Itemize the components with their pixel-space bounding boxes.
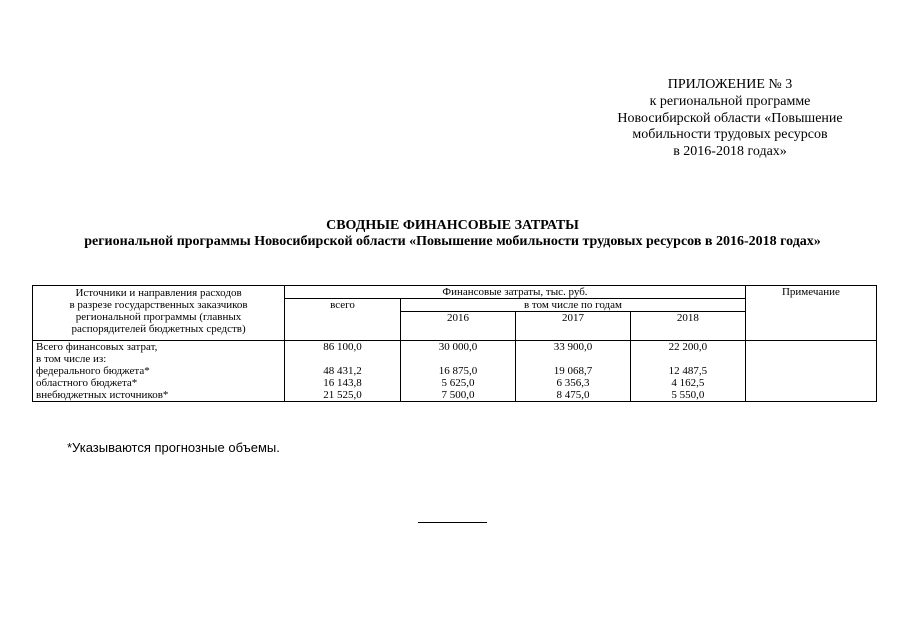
- value: 4 162,5: [671, 377, 705, 389]
- sources-header-line: в разрезе государственных заказчиков: [69, 299, 248, 311]
- total-header-cell: всего: [285, 299, 401, 341]
- by-years-header-cell: в том числе по годам: [401, 299, 746, 312]
- title-line-1: СВОДНЫЕ ФИНАНСОВЫЕ ЗАТРАТЫ: [326, 218, 579, 233]
- value: 21 525,0: [323, 389, 362, 401]
- footnote: *Указываются прогнозные объемы.: [67, 440, 280, 455]
- financial-costs-table: [32, 285, 877, 402]
- value: 48 431,2: [323, 365, 362, 377]
- value: [519, 353, 627, 365]
- sources-header-line: региональной программы (главных: [75, 311, 242, 323]
- value: [288, 353, 397, 365]
- value: 6 356,3: [556, 377, 590, 389]
- value: 16 875,0: [438, 365, 478, 377]
- source-label: областного бюджета*: [36, 377, 138, 389]
- header-row: [33, 286, 877, 299]
- sources-header-line: Источники и направления расходов: [75, 287, 242, 299]
- year-header-cell: 2016: [401, 312, 516, 341]
- appendix-line: мобильности трудовых ресурсов: [632, 127, 828, 143]
- document-title: [0, 218, 905, 250]
- source-label: внебюджетных источников*: [36, 389, 169, 401]
- source-label: Всего финансовых затрат,: [36, 341, 158, 353]
- year-header-cell: 2017: [515, 312, 630, 341]
- value: 30 000,0: [438, 341, 478, 353]
- value: 8 475,0: [556, 389, 590, 401]
- y2016-values-cell: [401, 341, 516, 402]
- total-values-cell: [285, 341, 401, 402]
- source-label: федерального бюджета*: [36, 365, 150, 377]
- costs-header-cell: Финансовые затраты, тыс. руб.: [285, 286, 746, 299]
- y2018-values-cell: [630, 341, 745, 402]
- title-line-2: региональной программы Новосибирской области «Повышение мобильности трудовых ресурсов в 2016-2018 годах»: [84, 234, 821, 249]
- value: 7 500,0: [441, 389, 475, 401]
- table-body-row: [33, 341, 877, 402]
- value: 16 143,8: [323, 377, 362, 389]
- appendix-header: [555, 77, 905, 161]
- value: 5 625,0: [441, 377, 475, 389]
- source-labels-cell: [33, 341, 285, 402]
- value: 12 487,5: [668, 365, 708, 377]
- appendix-line: Новосибирской области «Повышение: [617, 110, 843, 126]
- value: [404, 353, 512, 365]
- value: 19 068,7: [553, 365, 593, 377]
- appendix-line: в 2016-2018 годах»: [673, 144, 787, 160]
- value: 22 200,0: [668, 341, 708, 353]
- sources-header-cell: [33, 286, 285, 341]
- year-header-cell: 2018: [630, 312, 745, 341]
- value: 33 900,0: [553, 341, 593, 353]
- sources-header-line: распорядителей бюджетных средств): [71, 323, 246, 335]
- value: 5 550,0: [671, 389, 705, 401]
- value: [634, 353, 742, 365]
- appendix-line: ПРИЛОЖЕНИЕ № 3: [667, 77, 793, 92]
- note-values-cell: [745, 341, 876, 402]
- source-label: в том числе из:: [36, 353, 107, 365]
- y2017-values-cell: [515, 341, 630, 402]
- note-header-cell: Примечание: [745, 286, 876, 341]
- closing-rule: [418, 522, 487, 523]
- value: 86 100,0: [323, 341, 362, 353]
- appendix-line: к региональной программе: [649, 93, 811, 109]
